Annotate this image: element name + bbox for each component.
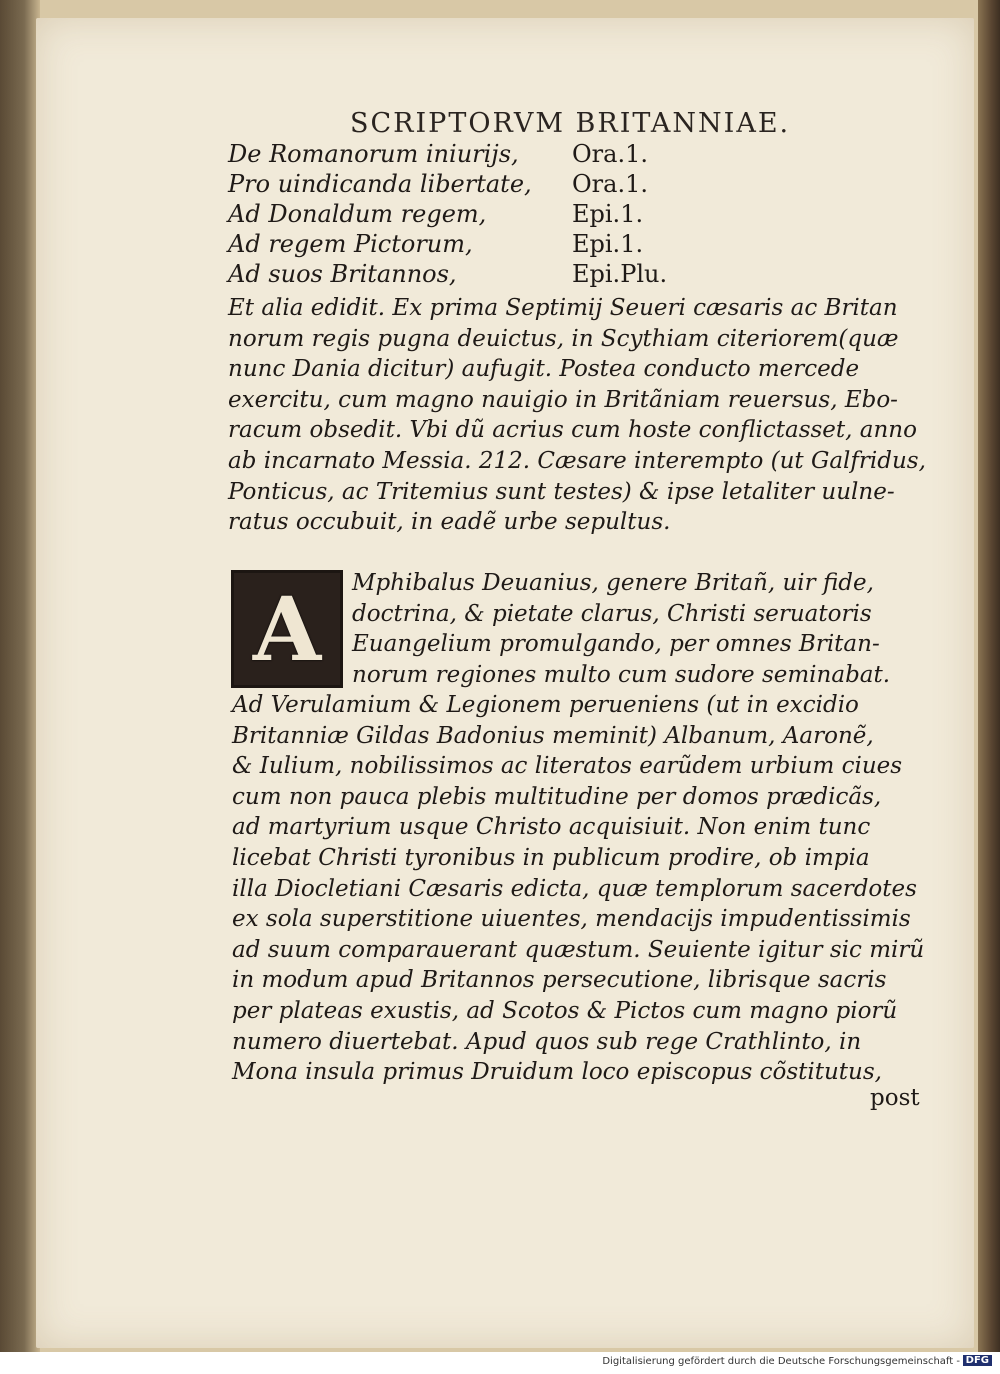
text-line: & Iulium, nobilissimos ac literatos earũdem urbium ciues xyxy=(232,753,903,780)
binding-right-edge xyxy=(978,0,1000,1374)
text-line: doctrina, & pietate clarus, Christi seruatoris xyxy=(352,600,872,627)
text-line: in modum apud Britannos persecutione, librisque sacris xyxy=(232,967,887,994)
text-line: cum non pauca plebis multitudine per domos prædicãs, xyxy=(232,783,882,810)
footer-credit: Digitalisierung gefördert durch die Deutsche Forschungsgemeinschaft - xyxy=(602,1356,960,1367)
digitization-footer xyxy=(0,1352,1000,1374)
work-item xyxy=(228,140,948,170)
text-line: norum regis pugna deuictus, in Scythiam citeriorem(quæ xyxy=(228,325,899,352)
initial-letter: A xyxy=(252,577,322,681)
text-line: Et alia edidit. Ex prima Septimij Seueri cæsaris ac Britan xyxy=(228,295,898,321)
work-title: Pro uindicanda libertate, xyxy=(228,170,532,198)
work-kind: Ora.1. xyxy=(572,170,648,198)
text-line: ad martyrium usque Christo acquisiuit. Non enim tunc xyxy=(232,814,871,841)
running-head: SCRIPTORVM BRITANNIAE. xyxy=(350,108,791,139)
text-line: Ponticus, ac Tritemius sunt testes) & ipse letaliter uulne- xyxy=(228,478,895,505)
work-title: De Romanorum iniurijs, xyxy=(228,140,519,168)
paragraph-2-opening xyxy=(352,568,926,690)
work-kind: Epi.Plu. xyxy=(572,260,668,288)
works-list xyxy=(228,140,948,290)
work-title: Ad regem Pictorum, xyxy=(228,230,473,258)
text-line: numero diuertebat. Apud quos sub rege Crathlinto, in xyxy=(232,1028,862,1055)
text-line: ratus occubuit, in eadẽ urbe sepultus. xyxy=(228,509,671,536)
text-line: Euangelium promulgando, per omnes Britan- xyxy=(352,631,880,658)
text-line: norum regiones multo cum sudore seminabat. xyxy=(352,661,891,688)
text-line: racum obsedit. Vbi dũ acrius cum hoste conflictasset, anno xyxy=(228,417,917,444)
work-kind: Epi.1. xyxy=(572,230,644,258)
text-line: ex sola superstitione uiuentes, mendacijs impudentissimis xyxy=(232,906,911,933)
paragraph-2 xyxy=(232,690,926,1088)
paragraph-1 xyxy=(228,293,924,538)
work-title: Ad suos Britannos, xyxy=(228,260,457,288)
text-line: exercitu, cum magno nauigio in Britãniam reuersus, Ebo- xyxy=(228,386,898,413)
text-line: illa Diocletiani Cæsaris edicta, quæ templorum sacerdotes xyxy=(232,875,917,902)
work-item xyxy=(228,260,948,290)
text-line: licebat Christi tyronibus in publicum prodire, ob impia xyxy=(232,844,870,871)
text-line: Mona insula primus Druidum loco episcopus cõstitutus, xyxy=(232,1059,882,1086)
work-kind: Ora.1. xyxy=(572,140,648,168)
work-item xyxy=(228,170,948,200)
text-line: ad suum comparauerant quæstum. Seuiente igitur sic mirũ xyxy=(232,936,925,963)
text-line: Mphibalus Deuanius, genere Britañ, uir fide, xyxy=(352,570,874,596)
text-line: Ad Verulamium & Legionem perueniens (ut in excidio xyxy=(232,692,859,718)
work-title: Ad Donaldum regem, xyxy=(228,200,487,228)
text-line: ab incarnato Messia. 212. Cæsare interempto (ut Galfridus, xyxy=(228,447,926,474)
text-line: Britanniæ Gildas Badonius meminit) Albanum, Aaronẽ, xyxy=(232,722,874,749)
catchword: post xyxy=(870,1085,920,1111)
text-line: per plateas exustis, ad Scotos & Pictos cum magno piorũ xyxy=(232,997,898,1024)
text-line: nunc Dania dicitur) aufugit. Postea conducto mercede xyxy=(228,356,860,383)
dfg-logo: DFG xyxy=(963,1355,992,1366)
work-item xyxy=(228,200,948,230)
work-item xyxy=(228,230,948,260)
decorated-initial xyxy=(231,570,343,688)
binding-left-edge xyxy=(0,0,40,1374)
work-kind: Epi.1. xyxy=(572,200,644,228)
